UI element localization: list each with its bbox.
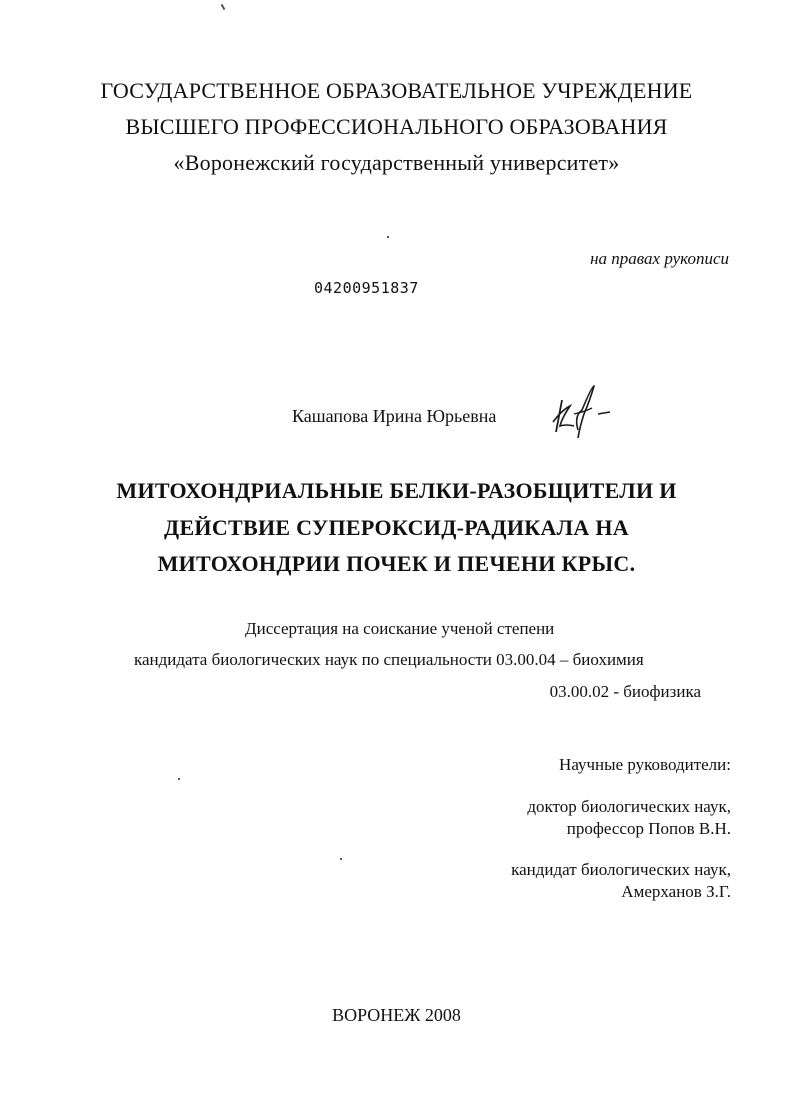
supervisor-2-degree: кандидат биологических наук, — [511, 860, 731, 879]
institution-line-2: ВЫСШЕГО ПРОФЕССИОНАЛЬНОГО ОБРАЗОВАНИЯ — [125, 114, 668, 139]
scan-speck — [178, 778, 180, 780]
supervisor-2-name: Амерханов З.Г. — [621, 882, 731, 901]
dissertation-title-line-1: МИТОХОНДРИАЛЬНЫЕ БЕЛКИ-РАЗОБЩИТЕЛИ И — [116, 478, 677, 503]
scan-speck — [340, 858, 342, 860]
city-year: ВОРОНЕЖ 2008 — [332, 1005, 461, 1025]
scan-speck — [387, 236, 389, 238]
supervisors-heading: Научные руководители: — [559, 755, 731, 774]
dissertation-degree-line: Диссертация на соискание ученой степени — [245, 619, 555, 638]
dissertation-title-line-2: ДЕЙСТВИЕ СУПЕРОКСИД-РАДИКАЛА НА — [164, 515, 629, 540]
signature — [548, 380, 618, 442]
scan-speck — [221, 4, 226, 10]
dissertation-specialty-line: кандидата биологических наук по специальности 03.00.04 – биохимия — [134, 650, 644, 669]
dissertation-title-line-3: МИТОХОНДРИИ ПОЧЕК И ПЕЧЕНИ КРЫС. — [157, 551, 636, 576]
dissertation-specialty-line-2: 03.00.02 - биофизика — [549, 682, 701, 701]
library-code: 04200951837 — [314, 279, 419, 297]
manuscript-note: на правах рукописи — [590, 249, 729, 268]
author-name: Кашапова Ирина Юрьевна — [292, 406, 497, 426]
institution-line-3: «Воронежский государственный университет» — [173, 150, 620, 175]
institution-line-1: ГОСУДАРСТВЕННОЕ ОБРАЗОВАТЕЛЬНОЕ УЧРЕЖДЕНИЕ — [100, 78, 693, 103]
supervisor-1-name: профессор Попов В.Н. — [566, 819, 731, 838]
supervisor-1-degree: доктор биологических наук, — [527, 797, 731, 816]
